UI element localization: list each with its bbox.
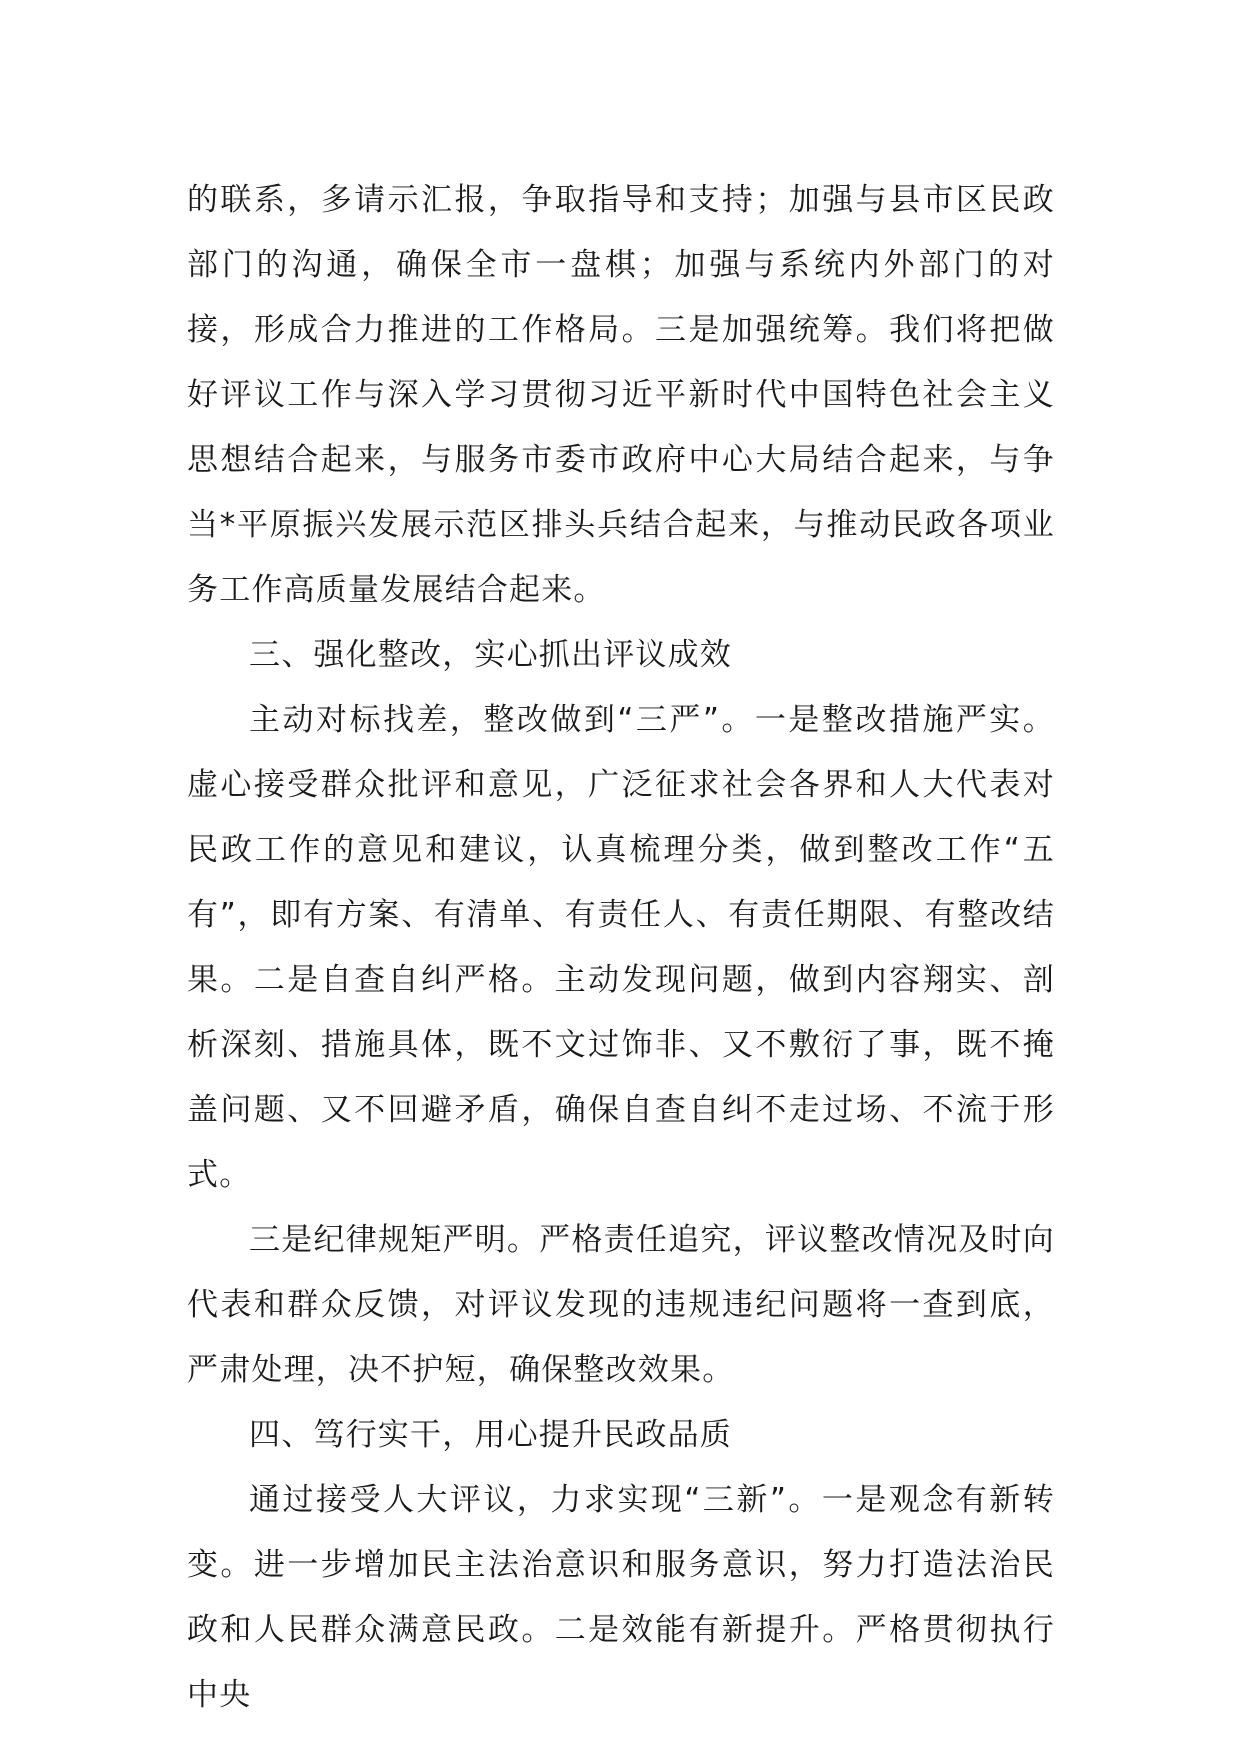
paragraph-three-new: 通过接受人大评议，力求实现“三新”。一是观念有新转变。进一步增加民主法治意识和服务意识，努力打造法治民政和人民群众满意民政。二是效能有新提升。严格贯彻执行中央	[187, 1482, 1055, 1713]
paragraph-continuation: 的联系，多请示汇报，争取指导和支持；加强与县市区民政部门的沟通，确保全市一盘棋；加强与系统内外部门的对接，形成合力推进的工作格局。三是加强统筹。我们将把做好评议工作与深入学习贯彻习近平新时代中国特色社会主义思想结合起来，与服务市委市政府中心大局结合起来，与争当*平原振兴发展示范区排头兵结合起来，与推动民政各项业务工作高质量发展结合起来。	[187, 182, 1055, 608]
document-body	[187, 168, 1055, 1728]
section-heading-three: 三、强化整改，实心抓出评议成效	[249, 637, 732, 673]
paragraph-discipline: 三是纪律规矩严明。严格责任追究，评议整改情况及时向代表和群众反馈，对评议发现的违规违纪问题将一查到底，严肃处理，决不护短，确保整改效果。	[187, 1222, 1055, 1388]
section-heading-four: 四、笃行实干，用心提升民政品质	[249, 1417, 732, 1453]
paragraph-rectification: 主动对标找差，整改做到“三严”。一是整改措施严实。虚心接受群众批评和意见，广泛征求社会各界和人大代表对民政工作的意见和建议，认真梳理分类，做到整改工作“五有”，即有方案、有清单、有责任人、有责任期限、有整改结果。二是自查自纠严格。主动发现问题，做到内容翔实、剖析深刻、措施具体，既不文过饰非、又不敷衍了事，既不掩盖问题、又不回避矛盾，确保自查自纠不走过场、不流于形式。	[187, 702, 1055, 1193]
